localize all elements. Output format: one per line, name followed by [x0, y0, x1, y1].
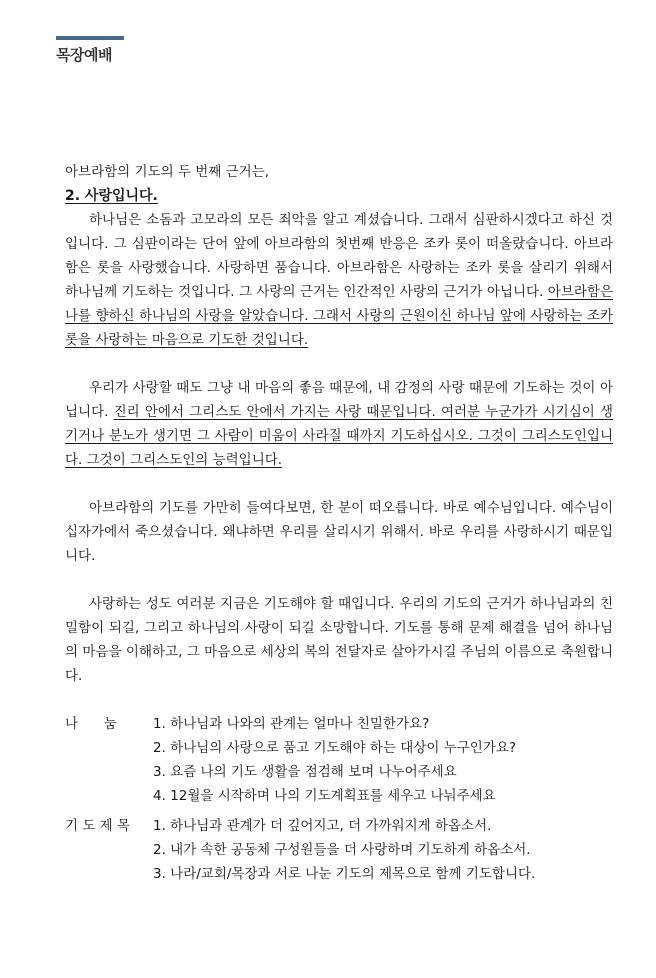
prayer-label: 기 도 제 목: [65, 818, 131, 834]
sharing-label: 나 눔: [65, 716, 117, 732]
paragraph-2-emphasis: 진리 안에서 그리스도 안에서 가지는 사랑 때문입니다. 여러분 누군가가 시기심이 생기거나 분노가 생기면 그 사람이 미움이 사라질 때까지 기도하십시오. 그것이 그리스도인입니다. 그것이 그리스도인의 능력입니다.: [65, 404, 613, 468]
prayer-section: [65, 814, 613, 886]
sermon-body: [65, 160, 613, 886]
prayer-item-1: 1. 하나님과 관계가 더 깊어지고, 더 가까워지게 하옵소서.: [153, 818, 492, 834]
paragraph-2-text: 우리가 사랑할 때도 그냥 내 마음의 좋음 때문에, 내 감정의 사랑 때문에 기도하는 것이 아닙니다.: [65, 380, 613, 420]
prayer-item-3: 3. 나라/교회/목장과 서로 나눈 기도의 제목으로 함께 기도합니다.: [153, 866, 536, 882]
page-header: [56, 36, 124, 65]
paragraph-3: [65, 496, 613, 568]
header-accent-bar: [56, 36, 124, 40]
paragraph-4-text: 사랑하는 성도 여러분 지금은 기도해야 할 때입니다. 우리의 기도의 근거가 하나님과의 친밀함이 되길, 그리고 하나님의 사랑이 되길 소망합니다. 기도를 통해 문제 해결을 넘어 하나님의 마음을 이해하고, 그 마음으로 세상의 복의 전달자로 살아가시길 주님의 이름으로 축원합니다.: [65, 596, 613, 684]
paragraph-1-emphasis: 아브라함은 나를 향하신 하나님의 사랑을 알았습니다. 그래서 사랑의 근원이신 하나님 앞에 사랑하는 조카 롯을 사랑하는 마음으로 기도한 것입니다.: [65, 284, 613, 348]
sharing-item-3: 3. 요즘 나의 기도 생활을 점검해 보며 나누어주세요: [153, 764, 457, 780]
header-title: 목장예배: [56, 46, 112, 64]
sharing-item-2: 2. 하나님의 사랑으로 품고 기도해야 하는 대상이 누구인가요?: [153, 740, 517, 756]
paragraph-1-text: 하나님은 소돔과 고모라의 모든 죄악을 알고 계셨습니다. 그래서 심판하시겠다고 하신 것입니다. 그 심판이라는 단어 앞에 아브라함의 첫번째 반응은 조카 롯이 떠올랐습니다. 아브라함은 롯을 사랑했습니다. 사랑하면 품습니다. 아브라함은 사랑하는 조카 롯을 살리기 위해서 하나님께 기도하는 것입니다. 그 사랑의 근거는 인간적인 사랑의 근거가 아닙니다.: [65, 212, 613, 300]
paragraph-1: [65, 208, 613, 352]
paragraph-4: [65, 592, 613, 688]
sharing-item-4: 4. 12월을 시작하며 나의 기도계획표를 세우고 나눠주세요: [153, 788, 496, 804]
sharing-item-1: 1. 하나님과 나와의 관계는 얼마나 친밀한가요?: [153, 716, 430, 732]
paragraph-3-text: 아브라함의 기도를 가만히 들여다보면, 한 분이 떠오릅니다. 바로 예수님입니다. 예수님이 십자가에서 죽으셨습니다. 왜냐하면 우리를 살리시기 위해서. 바로 우리를 사랑하시기 때문입니다.: [65, 500, 613, 564]
section-subtitle: 2. 사랑입니다.: [65, 188, 158, 204]
sharing-section: [65, 712, 613, 808]
prayer-item-2: 2. 내가 속한 공동체 구성원들을 더 사랑하며 기도하게 하옵소서.: [153, 842, 531, 858]
paragraph-2: [65, 376, 613, 472]
intro-line: 아브라함의 기도의 두 번째 근거는,: [65, 164, 270, 180]
